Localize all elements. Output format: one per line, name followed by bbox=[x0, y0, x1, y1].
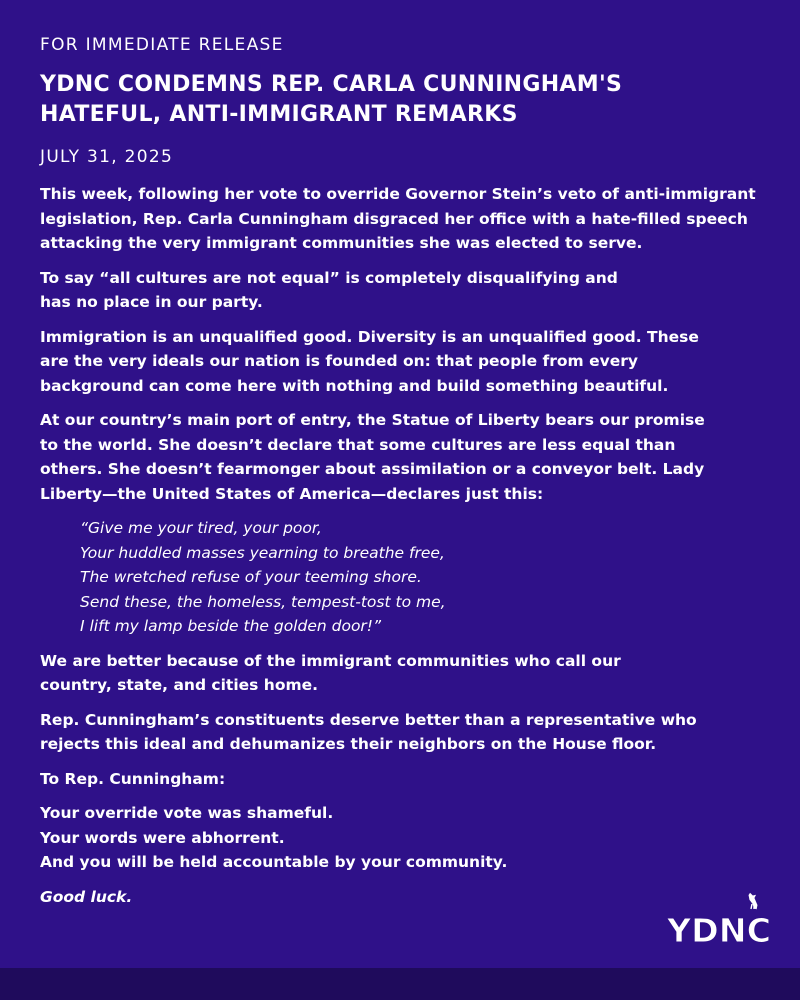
quote-line: I lift my lamp beside the golden door!” bbox=[80, 617, 382, 635]
paragraph-line: To say “all cultures are not equal” is completely disqualifying and bbox=[40, 268, 618, 287]
paragraph-line: are the very ideals our nation is founded on: that people from every bbox=[40, 352, 638, 370]
paragraph-line: At our country’s main port of entry, the Statue of Liberty bears our promise bbox=[40, 411, 705, 429]
headline-line-1: YDNC CONDEMNS REP. CARLA CUNNINGHAM'S bbox=[40, 72, 623, 97]
paragraph-line: Your words were abhorrent. bbox=[40, 828, 285, 847]
quote-line: Your huddled masses yearning to breathe free, bbox=[80, 543, 445, 562]
headline-line-2: HATEFUL, ANTI-IMMIGRANT REMARKS bbox=[40, 102, 518, 127]
paragraph-line: To Rep. Cunningham: bbox=[40, 769, 226, 788]
logo-wordmark: YDNC bbox=[665, 911, 771, 946]
bottom-bar bbox=[0, 968, 800, 1000]
paragraph-line: legislation, Rep. Carla Cunningham disgraced her office with a hate-filled speech bbox=[40, 209, 748, 228]
paragraph-line: Liberty—the United States of America—declares just this: bbox=[40, 484, 544, 503]
signoff: Good luck. bbox=[40, 887, 133, 906]
paragraph-2 bbox=[40, 266, 770, 315]
paragraph-line: background can come here with nothing and build something beautiful. bbox=[40, 376, 669, 395]
paragraph-line: to the world. She doesn’t declare that some cultures are less equal than bbox=[40, 435, 676, 454]
paragraph-line: Your override vote was shameful. bbox=[40, 804, 334, 822]
press-release bbox=[40, 34, 770, 909]
headline bbox=[40, 70, 770, 130]
quote-line: The wretched refuse of your teeming shore. bbox=[80, 568, 422, 586]
paragraph-8 bbox=[40, 801, 770, 875]
paragraph-line: And you will be held accountable by your community. bbox=[40, 853, 508, 871]
bird-icon bbox=[748, 892, 758, 910]
paragraph-4 bbox=[40, 408, 770, 506]
paragraph-line: country, state, and cities home. bbox=[40, 676, 319, 694]
paragraph-3 bbox=[40, 325, 770, 399]
release-date: JULY 31, 2025 bbox=[40, 147, 174, 167]
quote-line: “Give me your tired, your poor, bbox=[80, 519, 322, 537]
paragraph-7 bbox=[40, 767, 770, 792]
paragraph-line: has no place in our party. bbox=[40, 293, 263, 311]
paragraph-line: others. She doesn’t fearmonger about assimilation or a conveyor belt. Lady bbox=[40, 460, 705, 478]
paragraph-line: Immigration is an unqualified good. Diversity is an unqualified good. These bbox=[40, 327, 699, 346]
paragraph-6 bbox=[40, 708, 770, 757]
liberty-quote bbox=[80, 516, 770, 639]
paragraph-line: attacking the very immigrant communities she was elected to serve. bbox=[40, 234, 643, 252]
release-kicker: FOR IMMEDIATE RELEASE bbox=[40, 35, 284, 55]
paragraph-line: rejects this ideal and dehumanizes their neighbors on the House floor. bbox=[40, 735, 657, 753]
paragraph-line: We are better because of the immigrant communities who call our bbox=[40, 651, 621, 670]
paragraph-5 bbox=[40, 649, 770, 698]
quote-line: Send these, the homeless, tempest-tost to me, bbox=[80, 592, 446, 611]
paragraph-line: Rep. Cunningham’s constituents deserve better than a representative who bbox=[40, 710, 697, 729]
paragraph-line: This week, following her vote to override Governor Stein’s veto of anti-immigrant bbox=[40, 185, 756, 203]
ydnc-logo bbox=[664, 890, 774, 946]
paragraph-1 bbox=[40, 182, 770, 256]
